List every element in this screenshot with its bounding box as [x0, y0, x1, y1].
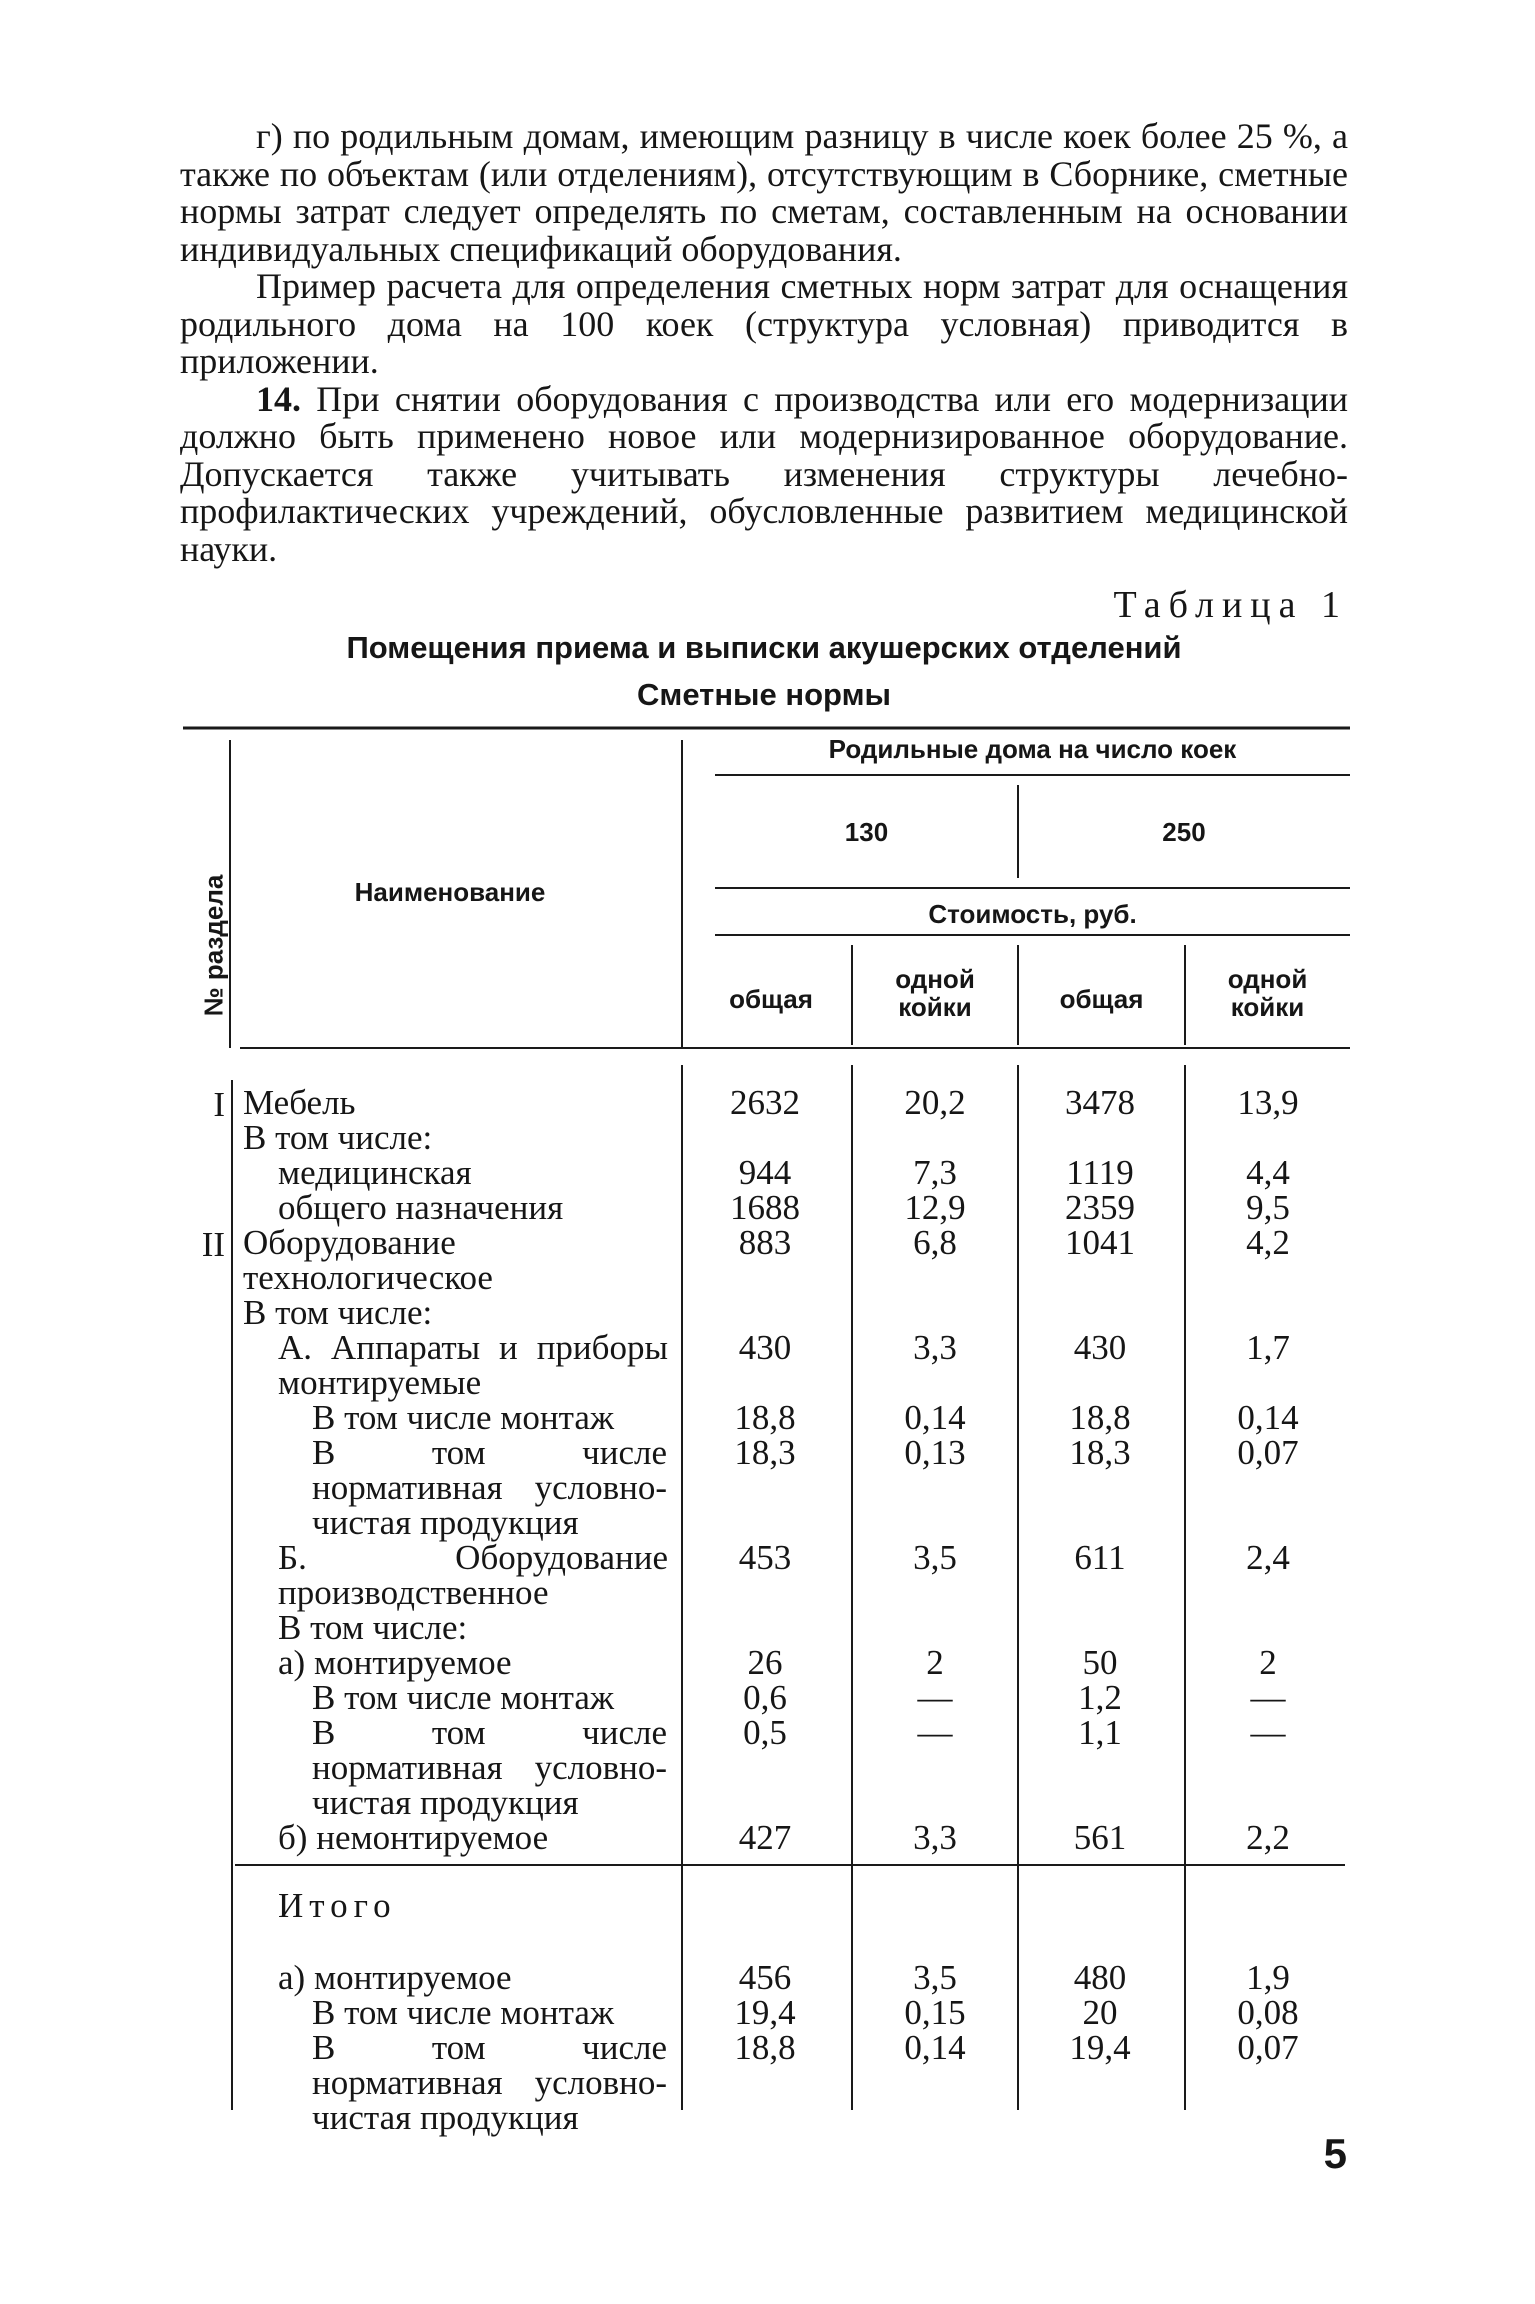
- header-name: Наименование: [354, 877, 546, 907]
- row-value: 18,3: [1069, 1433, 1131, 1472]
- row-name: Мебель: [243, 1083, 356, 1122]
- row-name: б) немонтируемое: [278, 1818, 549, 1857]
- row-value: 3478: [1065, 1083, 1135, 1122]
- row-name: В том числе:: [243, 1118, 433, 1157]
- row-name: а) монтируемое: [278, 1643, 512, 1682]
- row-value: 50: [1082, 1643, 1118, 1682]
- itogo-row-value: 1,9: [1246, 1958, 1290, 1997]
- row-value: 13,9: [1237, 1083, 1299, 1122]
- row-name: А. Аппараты и приборы монтируемые: [278, 1328, 668, 1402]
- header-per-bed-250-line1: одной: [1227, 964, 1308, 994]
- section-number: II: [201, 1225, 225, 1264]
- row-value: 3,3: [913, 1328, 957, 1367]
- paragraph-1: г) по родильным домам, имеющим разницу в числе коек более 25 %, а также по объектам (или отделениям), отсутствующим в Сборнике, сметные нормы затрат следует определять по сметам, составленным на основании индивидуальных спецификаций оборудования.: [180, 116, 1348, 269]
- row-value: 3,3: [913, 1818, 957, 1857]
- row-value: —: [917, 1678, 953, 1717]
- row-value: 0,14: [904, 1398, 966, 1437]
- itogo-row-name: В том числе нормативная условно-чистая продукция: [312, 2028, 667, 2137]
- itogo-row-name: В том числе монтаж: [312, 1993, 615, 2032]
- itogo-row-value: 19,4: [1069, 2028, 1131, 2067]
- row-value: 3,5: [913, 1538, 957, 1577]
- paragraph-3-number: 14.: [256, 378, 301, 419]
- itogo-row-value: 0,15: [904, 1993, 966, 2032]
- section-number: I: [213, 1085, 225, 1124]
- row-value: 430: [738, 1328, 792, 1367]
- header-per-bed-130-line2: койки: [898, 992, 972, 1022]
- row-name: В том числе:: [278, 1608, 468, 1647]
- itogo-row-value: 3,5: [913, 1958, 957, 1997]
- row-value: 18,8: [1069, 1398, 1131, 1437]
- row-value: 0,14: [1237, 1398, 1299, 1437]
- row-value: 0,07: [1237, 1433, 1299, 1472]
- itogo-row-name: а) монтируемое: [278, 1958, 512, 1997]
- row-name: медицинская: [278, 1153, 472, 1192]
- row-value: 20,2: [904, 1083, 966, 1122]
- row-value: —: [1250, 1678, 1286, 1717]
- header-group: Родильные дома на число коек: [828, 734, 1237, 764]
- paragraph-2: Пример расчета для определения сметных норм затрат для оснащения родильного дома на 100 коек (структура условная) приводится в приложении.: [180, 266, 1348, 381]
- row-value: 2: [926, 1643, 944, 1682]
- header-per-bed-250: [1185, 965, 1350, 1021]
- itogo-row-value: 18,8: [734, 2028, 796, 2067]
- row-value: 6,8: [913, 1223, 957, 1262]
- row-value: 1041: [1065, 1223, 1135, 1262]
- row-value: 4,4: [1246, 1153, 1290, 1192]
- row-value: 2,2: [1246, 1818, 1290, 1857]
- itogo-row-value: 19,4: [734, 1993, 796, 2032]
- row-value: 453: [738, 1538, 792, 1577]
- row-value: 0,6: [743, 1678, 787, 1717]
- row-value: 2,4: [1246, 1538, 1290, 1577]
- row-value: 430: [1073, 1328, 1127, 1367]
- itogo-row-value: 0,07: [1237, 2028, 1299, 2067]
- header-total-250: общая: [1059, 984, 1144, 1014]
- row-name: В том числе монтаж: [312, 1398, 615, 1437]
- row-value: 7,3: [913, 1153, 957, 1192]
- header-cost: Стоимость, руб.: [928, 899, 1137, 929]
- row-value: 26: [747, 1643, 783, 1682]
- header-beds-250: 250: [1162, 817, 1206, 847]
- itogo-row-value: 20: [1082, 1993, 1118, 2032]
- row-value: 4,2: [1246, 1223, 1290, 1262]
- paragraph-3-text: При снятии оборудования с производства или его модернизации должно быть применено новое или модернизированное оборудование. Допускается также учитывать изменения структуры лечебно-профилактических учреждений, обусловленные развитием медицинской науки.: [180, 378, 1349, 569]
- row-value: 2: [1259, 1643, 1277, 1682]
- row-name: В том числе монтаж: [312, 1678, 615, 1717]
- row-value: —: [1250, 1713, 1286, 1752]
- row-value: 18,8: [734, 1398, 796, 1437]
- row-value: 1,2: [1078, 1678, 1122, 1717]
- row-value: 18,3: [734, 1433, 796, 1472]
- header-per-bed-250-line2: койки: [1230, 992, 1305, 1022]
- row-value: 12,9: [904, 1188, 966, 1227]
- header-total-130: общая: [729, 984, 813, 1014]
- itogo-row-value: 0,14: [904, 2028, 966, 2067]
- itogo-row-value: 0,08: [1237, 1993, 1299, 2032]
- row-value: 561: [1073, 1818, 1127, 1857]
- row-name: Б. Оборудование производственное: [278, 1538, 668, 1612]
- row-value: 2632: [730, 1083, 800, 1122]
- header-section-no: № раздела: [198, 874, 229, 1017]
- row-value: 9,5: [1246, 1188, 1290, 1227]
- row-name: В том числе:: [243, 1293, 433, 1332]
- row-value: 611: [1074, 1538, 1126, 1577]
- header-per-bed-130-line1: одной: [895, 964, 975, 994]
- row-value: —: [917, 1713, 953, 1752]
- itogo-label: Итого: [278, 1886, 397, 1925]
- table-subtitle: Сметные нормы: [637, 677, 891, 712]
- itogo-row-value: 480: [1073, 1958, 1127, 1997]
- row-value: 944: [738, 1153, 792, 1192]
- table-label: Таблица 1: [1113, 584, 1348, 626]
- row-value: 1688: [730, 1188, 800, 1227]
- itogo-row-value: 456: [738, 1958, 792, 1997]
- row-value: 1,1: [1078, 1713, 1122, 1752]
- row-name: В том числе нормативная условно-чистая продукция: [312, 1713, 667, 1822]
- row-value: 1,7: [1246, 1328, 1290, 1367]
- row-value: 2359: [1065, 1188, 1135, 1227]
- row-name: общего назначения: [278, 1188, 564, 1227]
- row-value: 1119: [1066, 1153, 1134, 1192]
- header-per-bed-130: [852, 965, 1018, 1021]
- row-name: Оборудование технологическое: [243, 1223, 493, 1297]
- header-beds-130: 130: [844, 817, 889, 847]
- row-value: 427: [738, 1818, 792, 1857]
- row-value: 0,5: [743, 1713, 787, 1752]
- table-title: Помещения приема и выписки акушерских отделений: [346, 630, 1182, 665]
- row-value: 0,13: [904, 1433, 966, 1472]
- row-value: 883: [738, 1223, 792, 1262]
- row-name: В том числе нормативная условно-чистая продукция: [312, 1433, 667, 1542]
- page-number: 5: [1323, 2130, 1347, 2177]
